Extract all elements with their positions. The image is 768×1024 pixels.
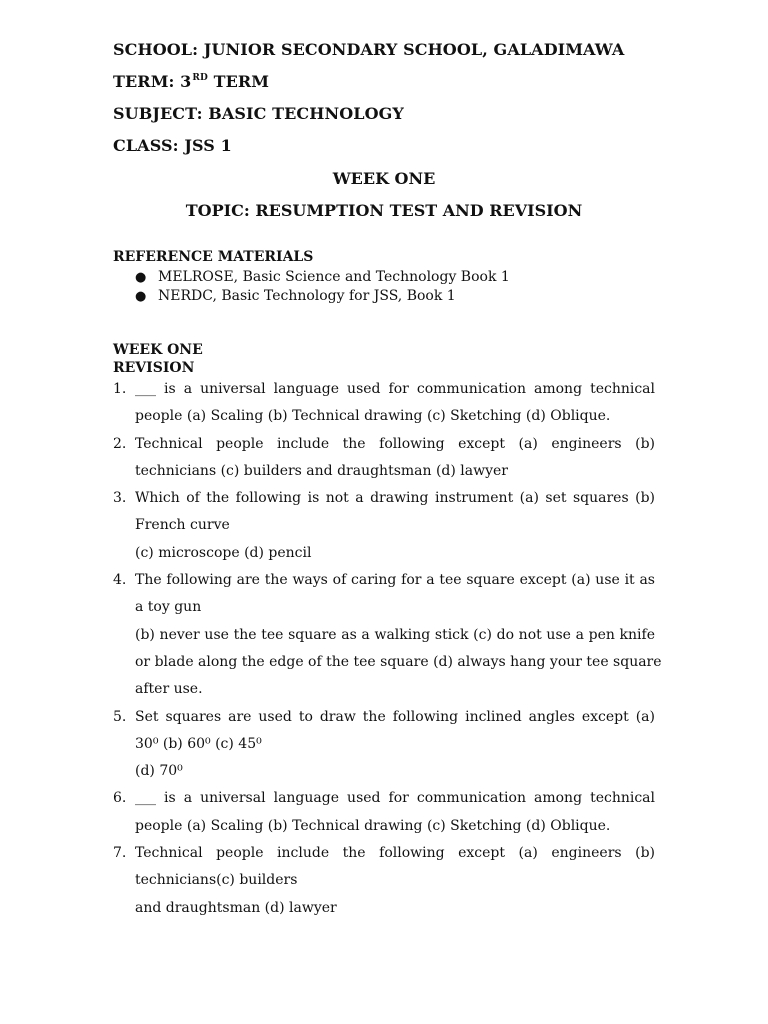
- question-line: people (a) Scaling (b) Technical drawing (c) Sketching (d) Oblique.: [135, 817, 611, 834]
- question-item: [113, 785, 655, 840]
- question-line: people (a) Scaling (b) Technical drawing (c) Sketching (d) Oblique.: [135, 408, 611, 425]
- question-line: (d) 70⁰: [135, 763, 183, 780]
- question-item: [113, 485, 655, 567]
- question-list: [113, 376, 662, 922]
- question-line: technicians(c) builders: [135, 872, 298, 889]
- question-line: Technical people include the following except (a) engineers (b): [135, 435, 655, 452]
- term-superscript: RD: [192, 73, 208, 83]
- bullet-icon: ●: [135, 289, 147, 304]
- question-line: French curve: [135, 517, 230, 534]
- reference-item-text: NERDC, Basic Technology for JSS, Book 1: [158, 288, 456, 304]
- bullet-icon: ●: [135, 270, 147, 285]
- question-item: [113, 840, 655, 922]
- question-number: 4.: [113, 572, 127, 589]
- week-title: WEEK ONE: [332, 169, 436, 188]
- revision-heading: REVISION: [113, 360, 195, 376]
- question-line: Set squares are used to draw the following inclined angles except (a): [135, 708, 655, 725]
- question-line: 30⁰ (b) 60⁰ (c) 45⁰: [135, 735, 262, 752]
- reference-item: [113, 268, 673, 287]
- question-item: [113, 431, 655, 486]
- question-number: 1.: [113, 381, 127, 397]
- subject-line: SUBJECT: BASIC TECHNOLOGY: [113, 104, 404, 123]
- question-line: a toy gun: [135, 599, 202, 616]
- reference-item-text: MELROSE, Basic Science and Technology Book 1: [158, 269, 510, 285]
- question-line: technicians (c) builders and draughtsman (d) lawyer: [135, 462, 509, 479]
- question-line: after use.: [135, 681, 203, 698]
- question-line: and draughtsman (d) lawyer: [135, 899, 337, 916]
- revision-week-label: WEEK ONE: [113, 342, 203, 358]
- question-line: Which of the following is not a drawing instrument (a) set squares (b): [135, 490, 655, 507]
- term-line: [113, 72, 269, 91]
- question-item: [113, 376, 655, 431]
- question-item: [113, 567, 662, 703]
- school-line: SCHOOL: JUNIOR SECONDARY SCHOOL, GALADIMAWA: [113, 40, 625, 59]
- question-item: [113, 704, 655, 786]
- question-line: Technical people include the following except (a) engineers (b): [135, 845, 655, 862]
- question-number: 5.: [113, 708, 127, 725]
- topic-title: TOPIC: RESUMPTION TEST AND REVISION: [185, 201, 583, 220]
- question-line: (c) microscope (d) pencil: [135, 544, 312, 561]
- reference-heading: REFERENCE MATERIALS: [113, 249, 314, 265]
- question-number: 3.: [113, 490, 127, 507]
- question-number: 2.: [113, 435, 127, 452]
- reference-item: [113, 287, 673, 306]
- question-line: ___ is a universal language used for communication among technical: [135, 381, 655, 397]
- class-line: CLASS: JSS 1: [113, 136, 232, 155]
- term-prefix: TERM: 3: [113, 72, 192, 91]
- question-line: The following are the ways of caring for a tee square except (a) use it as: [135, 572, 655, 589]
- question-number: 7.: [113, 845, 127, 862]
- reference-list: [113, 268, 673, 306]
- question-line: ___ is a universal language used for communication among technical: [135, 790, 655, 807]
- question-line: (b) never use the tee square as a walking stick (c) do not use a pen knife: [135, 626, 655, 643]
- question-line: or blade along the edge of the tee square (d) always hang your tee square: [135, 653, 662, 670]
- question-number: 6.: [113, 790, 127, 807]
- term-suffix: TERM: [207, 72, 270, 91]
